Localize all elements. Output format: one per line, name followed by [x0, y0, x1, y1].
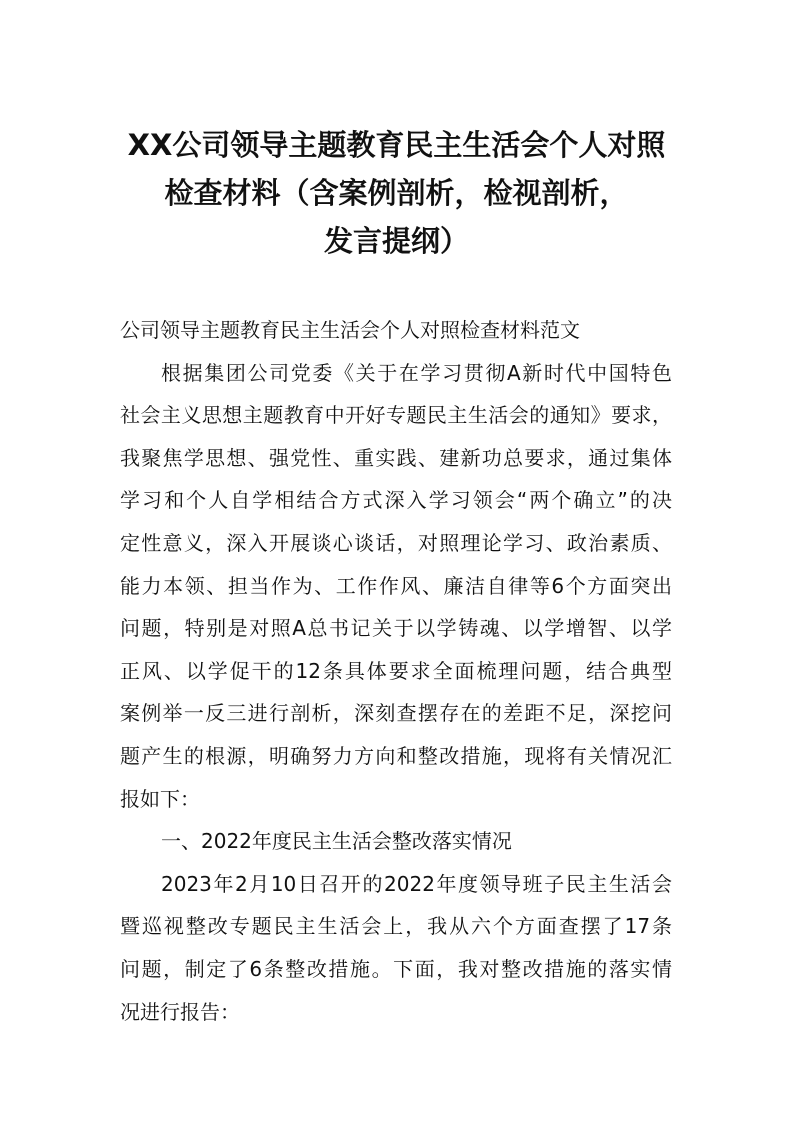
- title-line: XX公司领导主题教育民主生活会个人对照: [127, 128, 666, 162]
- paragraph-line: 暨巡视整改专题民主生活会上，我从六个方面查摆了17条: [120, 914, 672, 939]
- paragraph-line: 社会主义思想主题教育中开好专题民主生活会的通知》要求，: [120, 403, 672, 428]
- paragraph-line: 正风、以学促干的12条具体要求全面梳理问题，结合典型: [120, 658, 672, 683]
- paragraph-line: 我聚焦学思想、强党性、重实践、建新功总要求，通过集体: [120, 445, 672, 470]
- paragraph-line: 题产生的根源，明确努力方向和整改措施，现将有关情况汇: [120, 743, 672, 768]
- paragraph-line: 问题，制定了6条整改措施。下面，我对整改措施的落实情: [120, 956, 672, 981]
- paragraph-line: 问题，特别是对照A总书记关于以学铸魂、以学增智、以学: [120, 616, 672, 641]
- paragraph-line: 况进行报告：: [120, 999, 240, 1024]
- paragraph-line: 报如下：: [120, 786, 200, 811]
- document-body: [120, 309, 672, 1033]
- paragraph-line: 案例举一反三进行剖析，深刻查摆存在的差距不足，深挖问: [120, 701, 672, 726]
- paragraph-line: 2023年2月10日召开的2022年度领导班子民主生活会: [161, 871, 672, 896]
- section-heading: 一、2022年度民主生活会整改落实情况: [161, 829, 512, 854]
- title-line: 检查材料（含案例剖析，检视剖析，: [164, 176, 629, 210]
- subtitle: 公司领导主题教育民主生活会个人对照检查材料范文: [120, 318, 580, 342]
- paragraph-line: 根据集团公司党委《关于在学习贯彻A新时代中国特色: [161, 360, 672, 385]
- paragraph-line: 定性意义，深入开展谈心谈话，对照理论学习、政治素质、: [120, 530, 672, 555]
- paragraph-line: 能力本领、担当作为、工作作风、廉洁自律等6个方面突出: [120, 573, 672, 598]
- title-line: 发言提纲）: [323, 224, 469, 258]
- paragraph-line: 学习和个人自学相结合方式深入学习领会“两个确立”的决: [120, 488, 672, 513]
- document-title: [110, 121, 683, 265]
